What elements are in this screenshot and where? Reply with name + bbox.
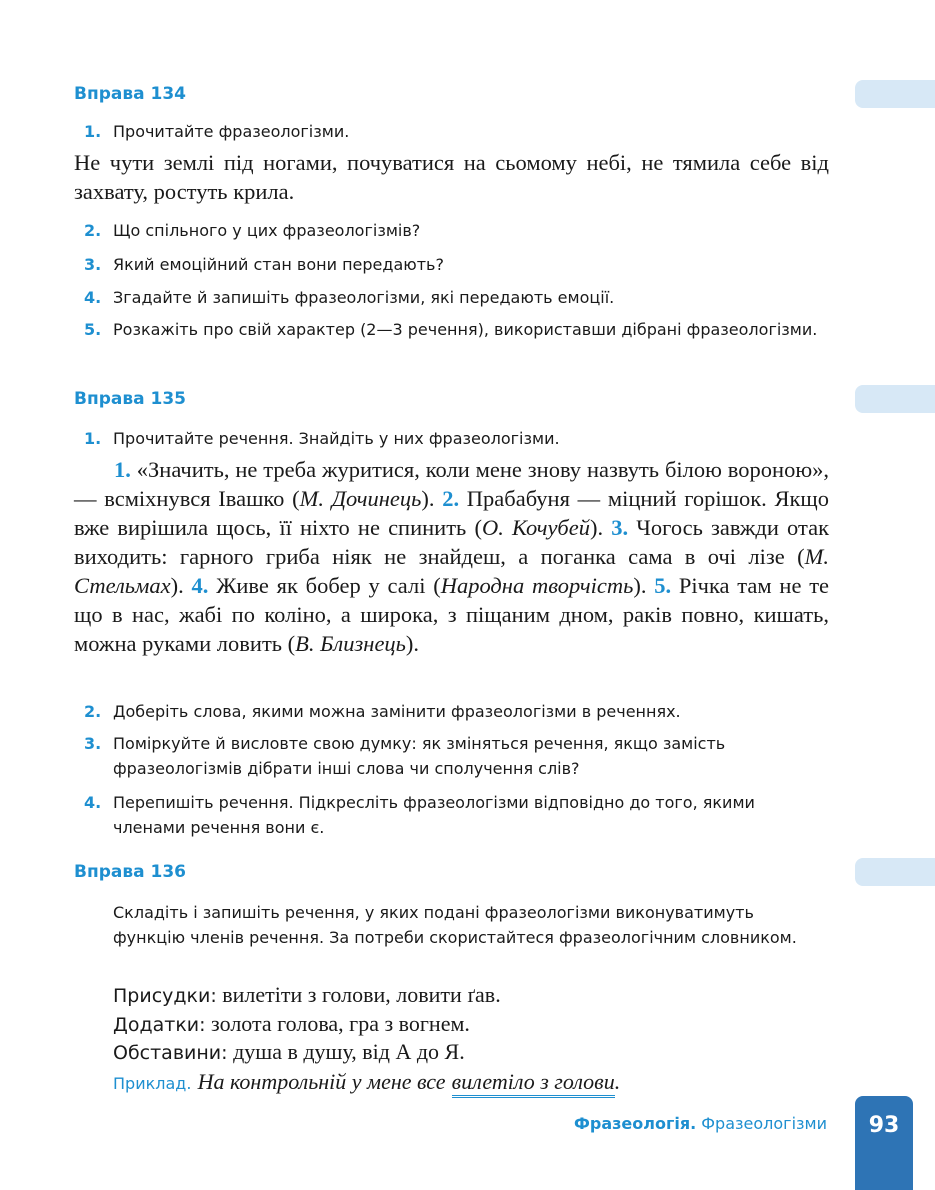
task-text: Прочитайте речення. Знайдіть у них фразеологізми. [113,429,560,448]
side-tab-136 [855,858,935,886]
ex135-task-2 [84,699,832,724]
sentence-text: Річка там не те що в нас, жабі по коліно, а широка, з піщаним дном, раків повно, кишать, можна руками ловить ( [74,573,830,656]
sentence-author: В. Близнець [295,631,406,656]
sentence-end: ). [170,573,184,598]
example-label: Приклад. [113,1074,192,1093]
ex135-task-4 [84,790,832,840]
task-number: 1. [84,429,102,448]
task-number: 5. [84,320,102,339]
task-text: Поміркуйте й висловте свою думку: як зміняться речення, якщо замість фразеологізмів дібрати інші слова чи сполучення слів? [113,734,726,778]
sentence-end: ). [590,515,604,540]
line-label: Додатки: [113,1014,206,1036]
ex134-task-5 [84,317,832,342]
task-text: Згадайте й запишіть фразеологізми, які передають емоції. [113,288,615,307]
ex134-task-2 [84,218,832,243]
task-text: Перепишіть речення. Підкресліть фразеологізми відповідно до того, якими членами речення вони є. [113,793,755,837]
ex136-example [113,1069,620,1095]
ex135-task-1 [84,426,832,451]
sentence-author: Народна творчість [440,573,634,598]
task-number: 1. [84,122,102,141]
task-text: Який емоційний стан вони передають? [113,255,444,274]
task-text: Що спільного у цих фразеологізмів? [113,221,421,240]
footer-section: Фразеологія. [574,1114,697,1133]
line-text: золота голова, гра з вогнем. [211,1011,470,1036]
ex134-task-3 [84,252,832,277]
task-number: 3. [84,734,102,753]
sentence-number: 1. [114,457,131,482]
sentence-text: «Значить, не треба журитися, коли мене знову назвуть білою вороною», — всміхнувся Івашко ( [74,457,830,511]
exercise-135-title: Вправа 135 [74,389,186,409]
sentence-end: ). [405,631,420,656]
sentence-number: 3. [611,515,629,540]
exercise-134-title: Вправа 134 [74,84,186,104]
sentence-author: О. Кочубей [481,515,590,540]
line-label: Обставини: [113,1042,228,1064]
page-number: 93 [855,1096,913,1190]
page-footer [574,1114,827,1133]
ex136-line-objects [113,1011,470,1037]
sentence-end: ). [633,573,647,598]
ex136-instruction: Складіть і запишіть речення, у яких подані фразеологізми виконуватимуть функцію членів речення. За потреби скористайтеся фразеологічним словником. [113,903,797,947]
task-text: Доберіть слова, якими можна замінити фразеологізми в реченнях. [113,702,681,721]
task-number: 4. [84,793,102,812]
task-number: 3. [84,255,102,274]
sentence-author: М. Дочинець [299,486,422,511]
example-underlined: вилетіло з голови [452,1069,615,1098]
ex136-line-predicates [113,982,501,1008]
example-end: . [614,1069,621,1094]
task-text: Прочитайте фразеологізми. [113,122,350,141]
example-text: На контрольній у мене все [197,1069,446,1094]
footer-topic: Фразеологізми [701,1114,827,1133]
ex135-sentences [74,455,829,658]
sentence-text: Чогось завжди отак виходить: гарного гриба ніяк не знайдеш, а поганка сама в очі лізе ( [74,515,830,569]
line-label: Присудки: [113,985,217,1007]
task-number: 2. [84,221,102,240]
task-number: 2. [84,702,102,721]
ex135-task-3 [84,731,832,781]
side-tab-134 [855,80,935,108]
sentence-author: М. Стельмах [74,544,829,598]
ex134-phrases: Не чути землі під ногами, почуватися на сьомому небі, не тямила себе від захвату, ростуть крила. [74,150,829,204]
line-text: вилетіти з голови, ловити ґав. [222,982,501,1007]
ex134-task-1 [84,119,832,144]
sentence-text: Живе як бобер у салі ( [216,573,441,598]
task-text: Розкажіть про свій характер (2—3 речення), використавши дібрані фразеологізми. [113,320,818,339]
sentence-number: 2. [442,486,460,511]
sentence-number: 4. [191,573,209,598]
sentence-end: ). [421,486,435,511]
ex136-line-adverbials [113,1039,465,1065]
exercise-136-title: Вправа 136 [74,862,186,882]
sentence-number: 5. [654,573,672,598]
ex134-task-4 [84,285,832,310]
task-number: 4. [84,288,102,307]
line-text: душа в душу, від А до Я. [233,1039,465,1064]
side-tab-135 [855,385,935,413]
sentence-text: Прабабуня — міцний горішок. Якщо вже вирішила щось, її ніхто не спинить ( [74,486,830,540]
